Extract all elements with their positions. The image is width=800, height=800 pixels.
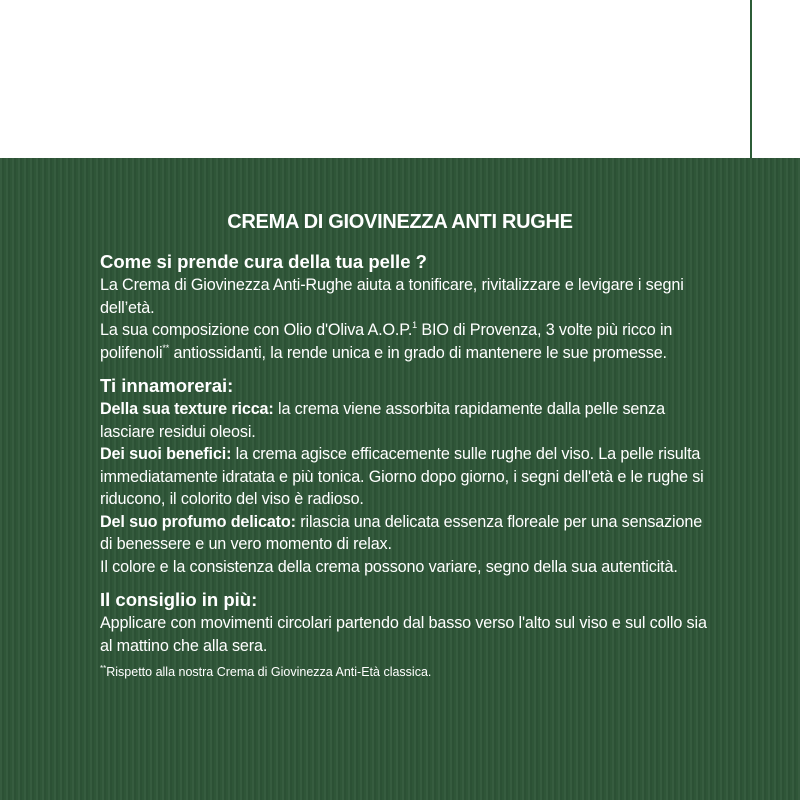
top-blank-area — [0, 0, 750, 158]
benefits-lead: Dei suoi benefici: — [100, 445, 232, 463]
benefits-text: la crema agisce efficacemente sulle rughe del viso. La pelle risulta immediatamente idratata e più tonica. Giorno dopo giorno, i segni dell'età e le rughe si riducono, il colorito del viso è radioso. — [100, 445, 704, 508]
polyphenol-footnote-mark: ** — [162, 342, 170, 353]
fragrance-item — [100, 511, 712, 556]
composition-text-b: BIO di Provenza, 3 volte più ricco in polifenoli — [100, 321, 673, 362]
texture-item — [100, 398, 712, 443]
section-care-paragraph-2 — [100, 319, 712, 364]
benefits-item — [100, 443, 712, 511]
section-love-heading: Ti innamorerai: — [100, 375, 234, 396]
section-tip-heading: Il consiglio in più: — [100, 589, 258, 610]
composition-text-c: antiossidanti, la rende unica e in grado di mantenere le sue promesse. — [169, 343, 667, 362]
product-description — [100, 208, 712, 681]
section-care-heading: Come si prende cura della tua pelle ? — [100, 251, 427, 272]
section-tip-text: Applicare con movimenti circolari partendo dal basso verso l'alto sul viso e sul collo sia al mattino che alla sera. — [100, 614, 707, 655]
fragrance-text: rilascia una delicata essenza floreale per una sensazione di benessere e un vero momento di relax. — [100, 512, 703, 553]
section-care-paragraph-1: La Crema di Giovinezza Anti-Rughe aiuta a tonificare, rivitalizzare e levigare i segni dell’età. — [100, 276, 684, 317]
footnote-text: Rispetto alla nostra Crema di Giovinezza Anti-Età classica. — [106, 665, 432, 679]
fragrance-lead: Del suo profumo delicato: — [100, 512, 296, 531]
footnote — [100, 663, 712, 681]
texture-text: la crema viene assorbita rapidamente dalla pelle senza lasciare residui oleosi. — [100, 400, 665, 441]
product-title: CREMA DI GIOVINEZZA ANTI RUGHE — [227, 211, 573, 233]
texture-lead: Della sua texture ricca: — [100, 400, 274, 418]
authenticity-note: Il colore e la consistenza della crema possono variare, segno della sua autenticità. — [100, 557, 678, 576]
aop-footnote-mark: 1 — [412, 320, 418, 330]
composition-text-a: La sua composizione con Olio d'Oliva A.O.P. — [100, 321, 413, 339]
footnote-mark: ** — [100, 664, 107, 673]
